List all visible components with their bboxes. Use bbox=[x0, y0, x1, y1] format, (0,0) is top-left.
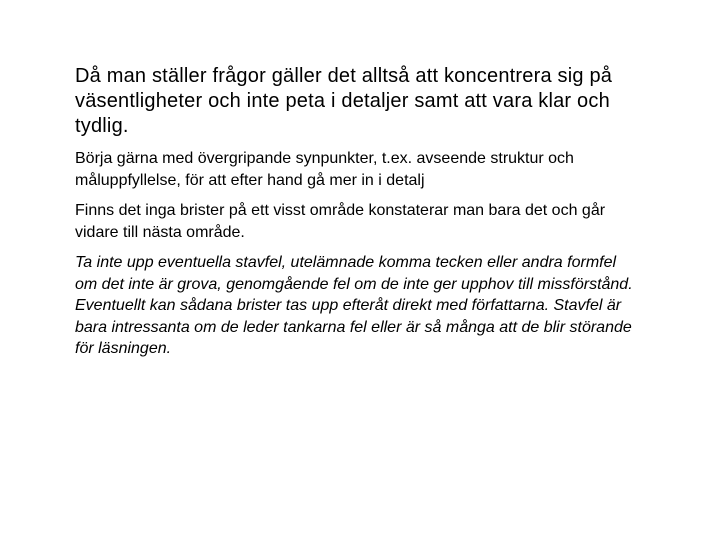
paragraph-overview: Börja gärna med övergripande synpunkter, t.ex. avseende struktur och måluppfyllelse, för att efter hand gå mer in i detalj bbox=[75, 150, 574, 189]
lead-paragraph: Då man ställer frågor gäller det alltså att koncentrera sig på väsentligheter och inte peta i detaljer samt att vara klar och tydlig. bbox=[75, 65, 613, 137]
slide-content bbox=[75, 64, 635, 360]
paragraph-no-faults: Finns det inga brister på ett visst område konstaterar man bara det och går vidare till nästa område. bbox=[75, 202, 606, 241]
paragraph-spelling-errors: Ta inte upp eventuella stavfel, utelämnade komma tecken eller andra formfel om det inte är grova, genomgående fel om de inte ger upphov till missförstånd. Eventuellt kan sådana brister tas upp efteråt direkt med författarna. Stavfel är bara intressanta om de leder tankarna fel eller är så många att de blir störande för läsningen. bbox=[75, 254, 633, 357]
